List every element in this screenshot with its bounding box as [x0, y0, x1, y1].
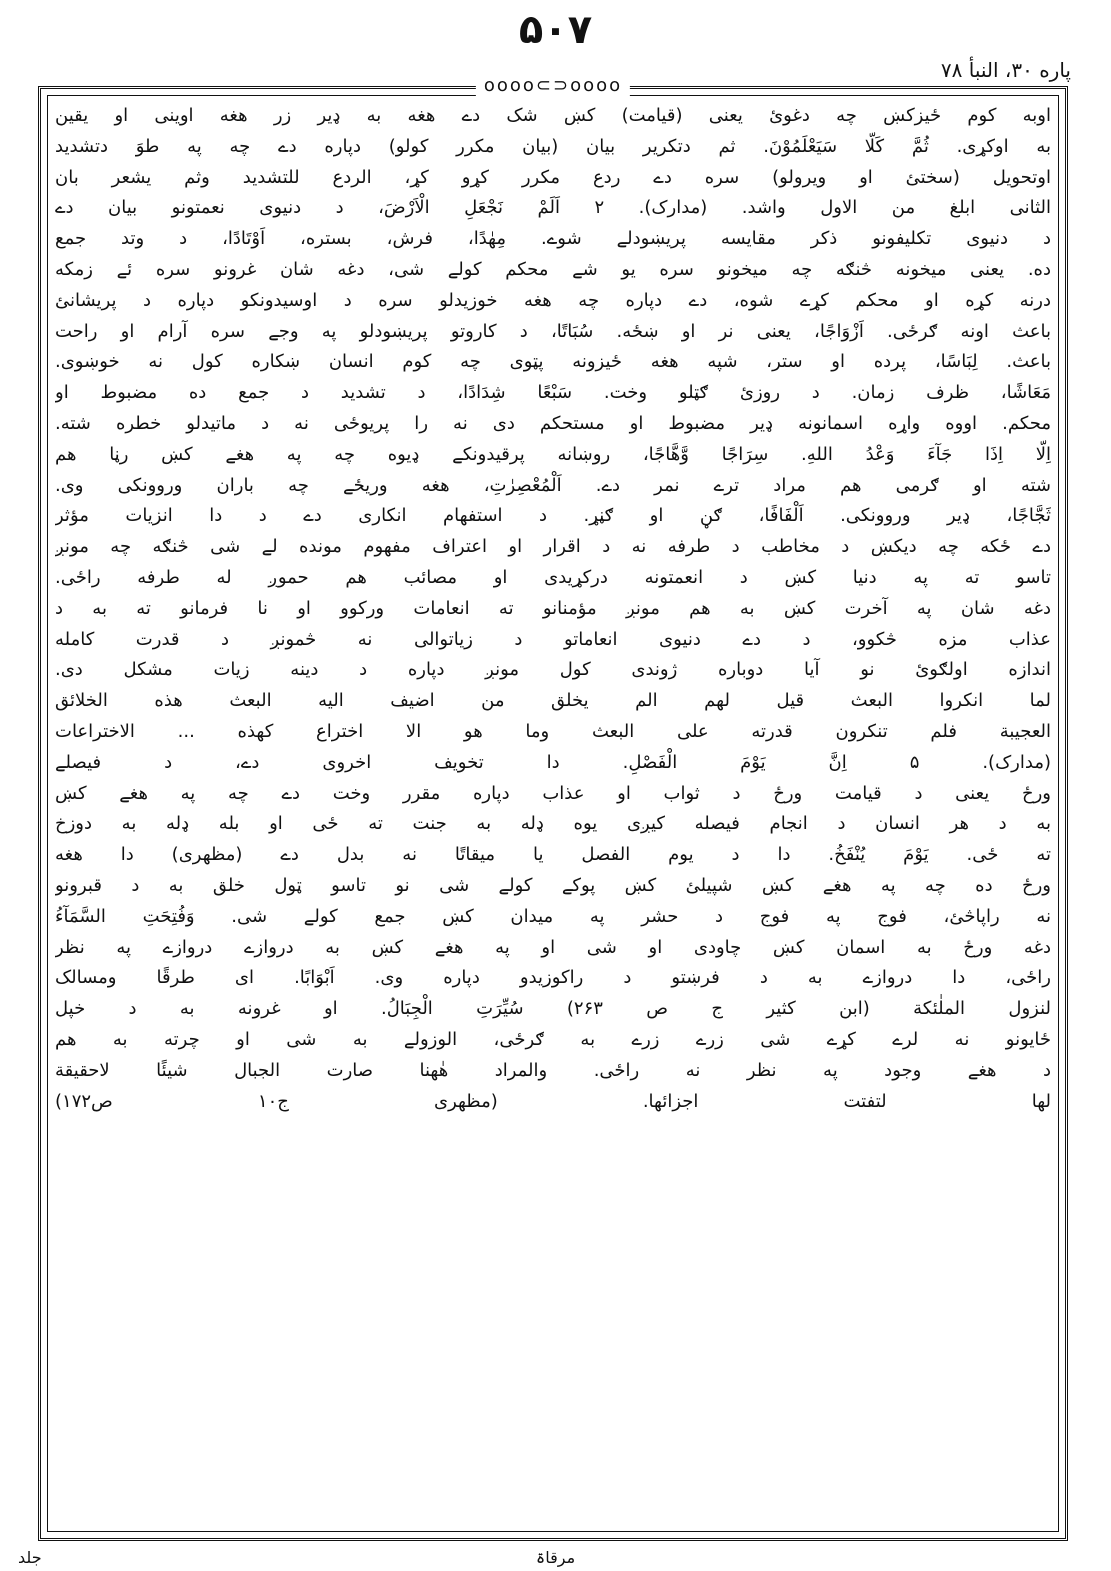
text-line: باعث اونه ګرځی. اَزْوَاجًا، یعنی نر او ښځه. سُبَاتًا، د کاروتو پریښودلو په وجے سره آرام او راحت: [55, 320, 1051, 342]
text-line: تاسو ته په دنیا کښ د انعمتونه درکړیدی او مصائب هم حموږ له طرفه راځی.: [55, 566, 1051, 588]
text-line: اوبه کوم ځیزکښ چه دغوئ یعنی (قیامت) کښ شک دے هغه به ډیر زر هغه اوینی او یقین: [55, 105, 1051, 126]
text-line: شته او ګرمی هم مراد ترے نمر دے. اَلْمُعْصِرٰتِ، هغه وریځے چه باران وروونکی وی.: [55, 474, 1051, 496]
text-line: دغه ورځ به اسمان کښ چاودی او شی او په هغے کښ به دروازے دروازے په نظر: [55, 936, 1051, 958]
body-text: [55, 101, 1051, 1528]
text-line: د دنیوی تکلیفونو ذکر مقایسه پریښودلے شوے. مِهٰدًا، فرش، بستره، اَوْتَادًا، د وتد جمع: [55, 228, 1051, 250]
text-line: لما انکروا البعث قیل لهم الم یخلق من اضیف الیه البعث هذه الخلائق: [55, 690, 1051, 712]
text-line: دے ځکه چه دیکښ د مخاطب د طرفه نه د اقرار او اعتراف مفهوم مونده لے شی څنګه چه مونږ: [55, 536, 1051, 558]
text-line: ثَجَّاجًا، ډیر وروونکی. اَلْفَافًا، ګڼ او ګڼړ. د استفهام انکاری دے د دا انزیات مؤثر: [55, 505, 1051, 527]
text-line: نه راپاڅئ، فوج په فوج د حشر په میدان کښ جمع کولے شی. وَفُتِحَتِ السَّمَآءُ: [55, 905, 1051, 927]
text-line: اوتحویل (سختئ او ویرولو) سره دے ردع مکرر کړو کړ، الردع للتشدید وثم یشعر بان: [55, 166, 1051, 188]
text-line: لها لتفتت اجزائها. (مظهری ج۱۰ ص۱۷۲): [55, 1090, 1051, 1112]
text-line: الثانی ابلغ من الاول واشد. (مدارک). ۲ اَلَمْ نَجْعَلِ الْاَرْضَ، د دنیوی نعمتونو بیان دے: [55, 197, 1051, 219]
volume-mark: جلد: [18, 1548, 42, 1567]
ornament-border-icon: oooo⊂⊃oooo: [476, 75, 630, 97]
text-line: راځی، دا دروازے به د فرښتو د راکوزیدو دپاره وی. اَبْوَابًا. ای طرقًا ومسالک: [55, 967, 1051, 989]
page-frame: [38, 75, 1068, 1541]
text-line: لنزول الملٰئکة (ابن کثیر ج ص ۲۶۳) سُیِّرَتِ الْجِبَالُ. او غرونه به د خپل: [55, 998, 1051, 1020]
text-line: (مدارک). ۵ اِنَّ یَوْمَ الْفَصْلِ. دا تخویف اخروی دے، د فیصلے: [55, 751, 1051, 773]
text-line: مَعَاشًا، ظرف زمان. د روزئ ګټلو وخت. سَبْعًا شِدَادًا، د تشدید د جمع ده مضبوط او: [55, 382, 1051, 404]
text-line: ته ځی. یَوْمَ یُنْفَخُ. دا د یوم الفصل یا میقاتًا نه بدل دے (مظهری) دا هغه: [55, 844, 1051, 866]
text-line: ده. یعنی میخونه څنګه چه میخونو سره یو شے محکم کولے شی، دغه شان غرونو سره ئے زمکه: [55, 258, 1051, 280]
text-line: اندازه اولګوئ نو آیا دوباره ژوندی کول مونږ دپاره د دینه زیات مشکل دی.: [55, 659, 1051, 681]
text-line: درنه کړه او محکم کړے شوه، دے دپاره چه هغه خوزیدلو سره د اوسیدونکو دپاره د پریشانئ: [55, 289, 1051, 311]
text-line: العجیبة فلم تنکرون قدرته علی البعث وما هو الا اختراع کهذه ... الاختراعات: [55, 720, 1051, 742]
page-number: ۵۰۷: [518, 7, 593, 53]
text-line: دغه شان په آخرت کښ به هم مونږ مؤمنانو ته انعامات ورکوو او نا فرمانو ته به د: [55, 597, 1051, 619]
text-line: ورځ یعنی د قیامت ورځ د ثواب او عذاب دپاره مقرر وخت دے چه په هغے کښ: [55, 782, 1051, 804]
text-line: به اوکړی. ثُمَّ کَلَّا سَیَعْلَمُوْنَ. ثم دتکریر بیان (بیان مکرر کولو) دپاره دے چه په طوَ دتشدید: [55, 135, 1051, 157]
text-line: ورځ ده چه په هغے کښ شپیلئ کښ پوکے کولے شی نو تاسو ټول خلق به د قبرونو: [55, 874, 1051, 896]
text-line: د هغے وجود په نظر نه راځی. والمراد هٰهنا صارت الجبال شیئًا لاحقیقة: [55, 1059, 1051, 1081]
text-line: به د هر انسان د انجام فیصله کیږی یوه ډله به جنت ته ځی او بله ډله به دوزخ: [55, 813, 1051, 835]
text-line: ځایونو نه لرے کړے شی زرے زرے به ګرځی، الوزولے به شی او چرته به هم: [55, 1028, 1051, 1050]
running-head: پاره ۳۰، النبأ ۷۸: [940, 58, 1071, 82]
text-line: محکم. اووه واړه اسمانونه ډیر مضبوط او مستحکم دی نه را پریوځی نه د ماتیدلو خطره شته.: [55, 412, 1051, 434]
text-line: اِلَّا اِذَا جَآءَ وَعْدُ اللهِ. سِرَاجًا وَّهَّاجًا، روښانه پرقیدونکے ډیوه چه په هغے کښ رڼا هم: [55, 443, 1051, 465]
text-line: باعث. لِبَاسًا، پرده او ستر، شپه هغه ځیزونه پټوی چه کوم انسان ښکاره کول نه خوښوی.: [55, 351, 1051, 373]
footer-signature: مرقاۃ: [535, 1548, 576, 1567]
text-line: عذاب مزه څکوو، د دے دنیوی انعاماتو د زیاتوالی نه څمونږ د قدرت کامله: [55, 628, 1051, 650]
